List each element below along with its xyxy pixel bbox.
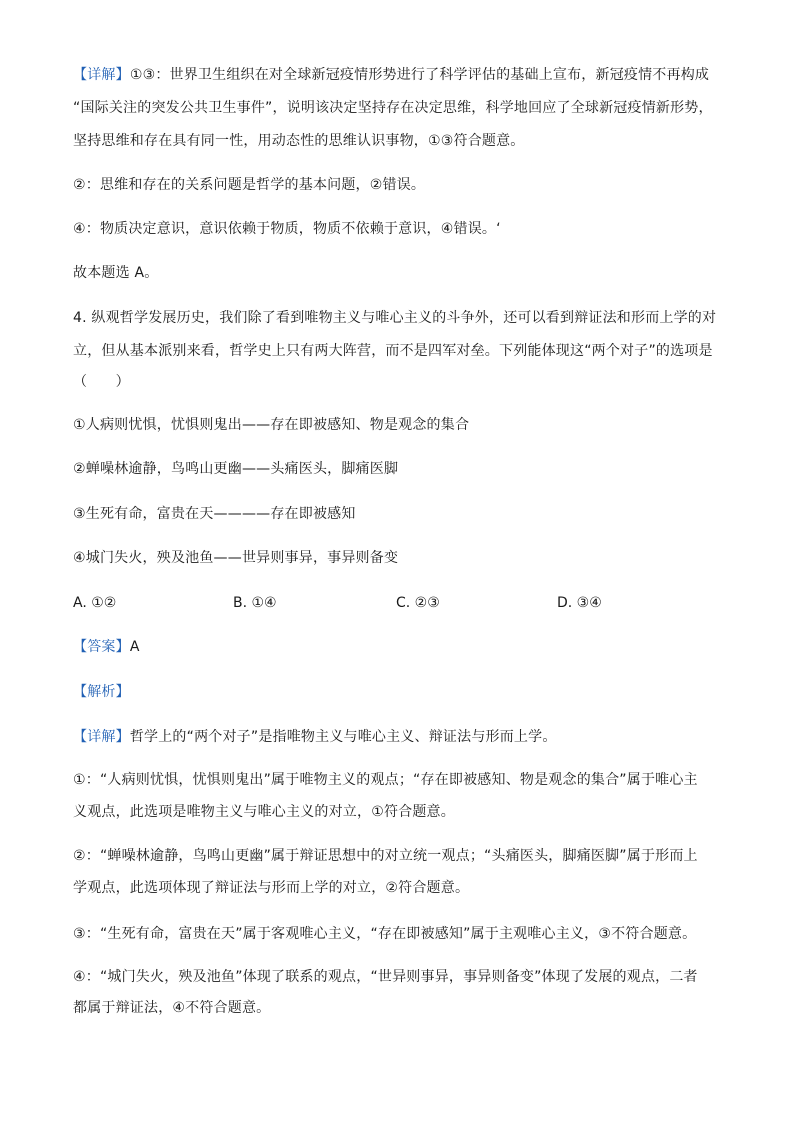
option-d: D. ③④ xyxy=(557,595,602,611)
answer-value: A xyxy=(129,639,140,655)
detail-line-3: 坚持思维和存在具有同一性，用动态性的思维认识事物，①③符合题意。 xyxy=(73,133,525,149)
statement-item-4: ④城门失火，殃及池鱼——世异则事异，事异则备变 xyxy=(73,550,399,566)
conclusion-line: 故本题选 A。 xyxy=(73,265,159,281)
explain-line-4: ②：“蝉噪林逾静，鸟鸣山更幽”属于辩证思想中的对立统一观点；“头痛医头，脚痛医脚”属于形而上 xyxy=(73,848,698,864)
explain-line-1: 【详解】哲学上的“两个对子”是指唯物主义与唯心主义、辩证法与形而上学。 xyxy=(73,729,557,745)
statement-item-3: ③生死有命，富贵在天————存在即被感知 xyxy=(73,506,356,522)
answer-tag: 【答案】 xyxy=(73,639,130,655)
option-c: C. ②③ xyxy=(396,595,440,611)
detail-tag: 【详解】 xyxy=(73,67,130,83)
answer-line xyxy=(73,638,140,656)
option-b: B. ①④ xyxy=(233,595,277,611)
explain-line-2: ①：“人病则忧惧，忧惧则鬼出”属于唯物主义的观点；“存在即被感知、物是观念的集合”属于唯心主 xyxy=(73,772,698,788)
explain-line-3: 义观点，此选项是唯物主义与唯心主义的对立，①符合题意。 xyxy=(73,804,455,820)
analysis-heading xyxy=(73,683,130,701)
question-stem-line-2: 立，但从基本派别来看，哲学史上只有两大阵营，而不是四军对垒。下列能体现这“两个对子”的选项是 xyxy=(73,343,713,359)
question-blank: （ ） xyxy=(73,374,130,390)
analysis-tag: 【解析】 xyxy=(73,684,130,700)
detail-line-1: 【详解】①③：世界卫生组织在对全球新冠疫情形势进行了科学评估的基础上宣布，新冠疫情不再构成 xyxy=(73,67,710,83)
option-a: A. ①② xyxy=(73,595,117,611)
detail-line-2: “国际关注的突发公共卫生事件”，说明该决定坚持存在决定思维，科学地回应了全球新冠疫情新形势， xyxy=(73,100,713,116)
explain-line-8: 都属于辩证法，④不符合题意。 xyxy=(73,1000,271,1016)
explain-line-6: ③：“生死有命，富贵在天”属于客观唯心主义，“存在即被感知”属于主观唯心主义，③不符合题意。 xyxy=(73,926,697,942)
statement-item-1: ①人病则忧惧，忧惧则鬼出——存在即被感知、物是观念的集合 xyxy=(73,417,470,433)
detail-line-5: ④：物质决定意识，意识依赖于物质，物质不依赖于意识，④错误。‘ xyxy=(73,221,501,237)
detail-line-4: ②：思维和存在的关系问题是哲学的基本问题，②错误。 xyxy=(73,177,426,193)
explain-line-5: 学观点，此选项体现了辩证法与形而上学的对立，②符合题意。 xyxy=(73,880,470,896)
statement-item-2: ②蝉噪林逾静，鸟鸣山更幽——头痛医头，脚痛医脚 xyxy=(73,461,399,477)
explain-line-7: ④：“城门失火，殃及池鱼”体现了联系的观点，“世异则事异，事异则备变”体现了发展的观点，二者 xyxy=(73,969,698,985)
question-stem-line-1: 4. 纵观哲学发展历史，我们除了看到唯物主义与唯心主义的斗争外，还可以看到辩证法和形而上学的对 xyxy=(73,310,717,326)
explain-tag: 【详解】 xyxy=(73,729,130,745)
